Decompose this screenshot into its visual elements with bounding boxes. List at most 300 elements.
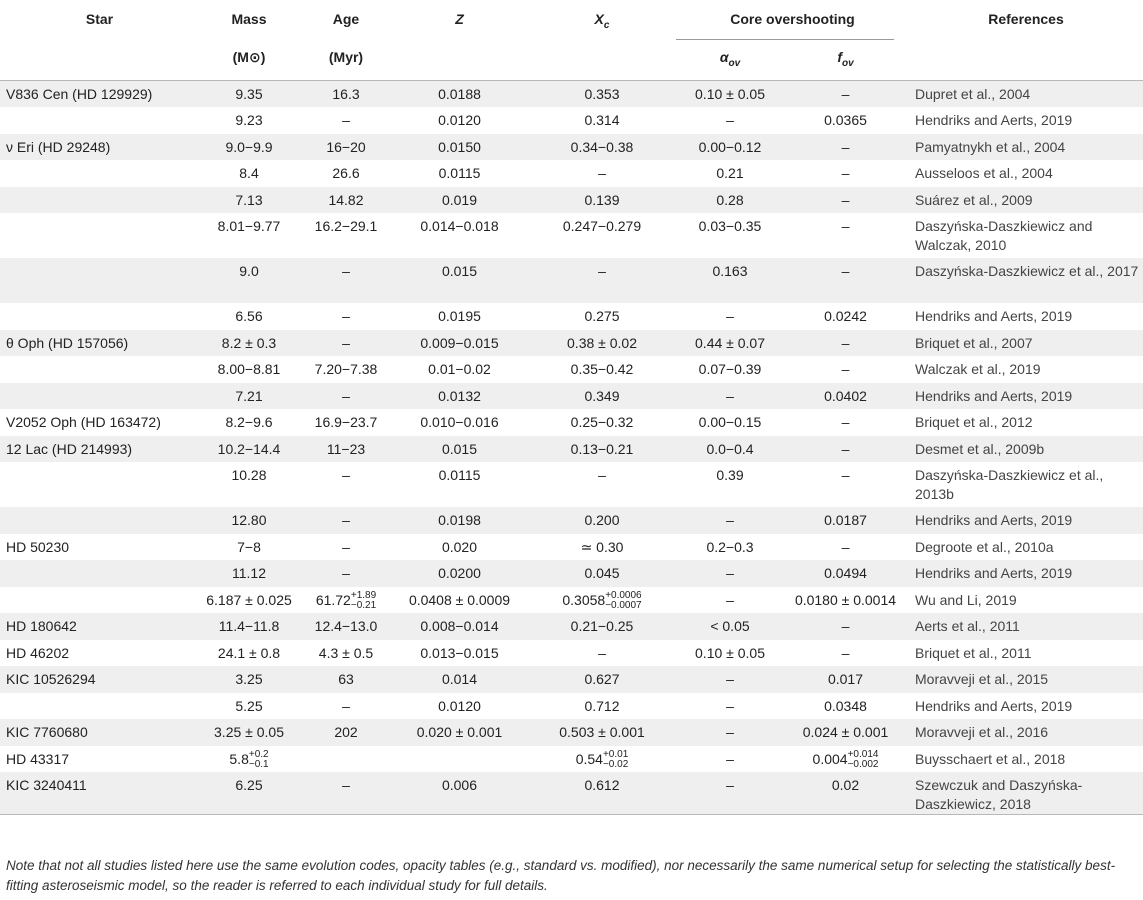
cell-xc xyxy=(526,107,676,134)
cell-alpha-ov-value: 0.28 xyxy=(716,191,744,208)
cell-mass-value: 3.25 xyxy=(235,671,263,687)
cell-mass xyxy=(197,303,299,330)
cell-star-value: HD 50230 xyxy=(6,538,70,555)
cell-xc-value: 0.34−0.38 xyxy=(570,138,634,155)
cell-age xyxy=(299,258,391,303)
table-row xyxy=(0,693,1143,720)
cell-f-ov xyxy=(782,330,907,357)
cell-xc xyxy=(526,409,676,436)
cell-age-value: 11−23 xyxy=(326,440,366,457)
table-row xyxy=(0,613,1143,640)
cell-reference xyxy=(907,383,1143,410)
cell-mass-value: 24.1 ± 0.8 xyxy=(217,644,281,661)
cell-f-ov xyxy=(782,187,907,214)
table-row xyxy=(0,383,1143,410)
cell-reference-value: Hendriks and Aerts, 2019 xyxy=(915,308,1073,324)
cell-xc-value: 0.139 xyxy=(584,191,620,208)
col-header-xc xyxy=(526,0,676,38)
cell-age-value: – xyxy=(342,538,350,555)
cell-age xyxy=(299,772,391,815)
cell-age-lower-error: −0.21 xyxy=(350,599,377,611)
cell-z xyxy=(391,383,526,410)
cell-xc xyxy=(526,746,676,773)
cell-f-ov xyxy=(782,160,907,187)
cell-reference xyxy=(907,187,1143,214)
cell-reference xyxy=(907,134,1143,161)
cell-z-value: 0.015 xyxy=(441,263,478,279)
cell-alpha-ov-value: 0.39 xyxy=(716,467,744,483)
cell-mass-value: 6.56 xyxy=(235,308,263,324)
cell-z xyxy=(391,507,526,534)
cell-xc-value: 0.314 xyxy=(584,112,620,128)
cell-age-upper-error: +1.89 xyxy=(350,589,377,601)
cell-f-ov-value: 0.0348 xyxy=(824,697,867,714)
cell-reference xyxy=(907,330,1143,357)
cell-reference xyxy=(907,587,1143,614)
cell-alpha-ov-value: – xyxy=(726,724,734,740)
cell-f-ov xyxy=(782,383,907,410)
cell-z-value: 0.013−0.015 xyxy=(420,644,499,661)
cell-xc-value: ≃ 0.30 xyxy=(580,538,624,555)
cell-age xyxy=(299,356,391,383)
cell-z xyxy=(391,693,526,720)
cell-alpha-ov-value: 0.00−0.15 xyxy=(698,414,762,430)
cell-star xyxy=(0,356,197,383)
cell-alpha-ov xyxy=(676,534,782,561)
cell-f-ov-upper-error: +0.014 xyxy=(847,748,879,760)
cell-f-ov-value: – xyxy=(841,361,850,377)
cell-f-ov xyxy=(782,436,907,463)
cell-mass-value: 6.187 ± 0.025 xyxy=(206,591,292,608)
cell-alpha-ov xyxy=(676,213,782,258)
cell-z xyxy=(391,330,526,357)
cell-mass-value: 9.23 xyxy=(235,112,263,128)
cell-xc-value: 0.13−0.21 xyxy=(570,440,634,457)
cell-mass xyxy=(197,81,299,108)
header-row-1 xyxy=(0,0,1143,38)
cell-age xyxy=(299,303,391,330)
cell-xc xyxy=(526,258,676,303)
cell-z-value: 0.020 ± 0.001 xyxy=(416,724,503,740)
cell-reference xyxy=(907,719,1143,746)
cell-f-ov-value: – xyxy=(841,263,850,279)
cell-alpha-ov xyxy=(676,666,782,693)
cell-xc-value: – xyxy=(598,165,606,181)
cell-z-value: 0.009−0.015 xyxy=(420,334,499,351)
cell-xc xyxy=(526,772,676,815)
table-body xyxy=(0,81,1143,815)
cell-mass-value: 8.4 xyxy=(239,165,259,181)
table-row xyxy=(0,719,1143,746)
cell-reference xyxy=(907,409,1143,436)
table-row xyxy=(0,534,1143,561)
cell-z xyxy=(391,534,526,561)
cell-xc-value: 0.25−0.32 xyxy=(570,414,634,430)
cell-alpha-ov xyxy=(676,640,782,667)
cell-xc-value: 0.712 xyxy=(584,697,620,714)
cell-z-value: 0.014−0.018 xyxy=(420,218,499,234)
cell-xc xyxy=(526,507,676,534)
core-overshooting-rule xyxy=(676,39,894,40)
cell-f-ov xyxy=(782,81,907,108)
cell-mass xyxy=(197,187,299,214)
cell-xc-value: 0.045 xyxy=(584,565,620,581)
cell-age xyxy=(299,507,391,534)
cell-age xyxy=(299,330,391,357)
cell-age xyxy=(299,719,391,746)
cell-age-value: – xyxy=(342,697,350,714)
cell-mass-value: 12.80 xyxy=(231,512,267,528)
cell-reference xyxy=(907,507,1143,534)
cell-star-value: V836 Cen (HD 129929) xyxy=(6,86,153,102)
cell-mass xyxy=(197,613,299,640)
cell-f-ov-value: 0.02 xyxy=(831,777,860,793)
cell-reference-value: Hendriks and Aerts, 2019 xyxy=(915,697,1073,714)
cell-mass-value: 7−8 xyxy=(237,538,261,555)
cell-alpha-ov-value: 0.163 xyxy=(712,263,748,279)
cell-alpha-ov xyxy=(676,258,782,303)
cell-xc xyxy=(526,134,676,161)
cell-mass xyxy=(197,693,299,720)
cell-reference-value: Aerts et al., 2011 xyxy=(915,618,1020,634)
cell-xc-upper-error: +0.0006 xyxy=(605,589,642,601)
cell-age-value: 26.6 xyxy=(332,165,360,181)
cell-age-value: – xyxy=(342,308,350,324)
cell-mass xyxy=(197,640,299,667)
cell-age-uncertainty xyxy=(351,591,376,611)
cell-alpha-ov xyxy=(676,383,782,410)
cell-alpha-ov-value: – xyxy=(726,671,734,687)
cell-reference-value: Hendriks and Aerts, 2019 xyxy=(915,512,1073,528)
cell-mass-lower-error: −0.1 xyxy=(248,758,269,770)
cell-star xyxy=(0,303,197,330)
cell-f-ov-value: – xyxy=(841,414,850,430)
cell-alpha-ov xyxy=(676,746,782,773)
cell-star xyxy=(0,134,197,161)
cell-z xyxy=(391,356,526,383)
cell-star-value: V2052 Oph (HD 163472) xyxy=(6,414,161,430)
cell-reference xyxy=(907,462,1143,507)
cell-f-ov-value: 0.0180 ± 0.0014 xyxy=(794,591,897,608)
cell-xc-value: – xyxy=(598,467,606,483)
cell-mass-value: 10.2−14.4 xyxy=(217,440,281,457)
cell-f-ov xyxy=(782,534,907,561)
cell-z-value: 0.0150 xyxy=(438,138,481,155)
cell-age-value: – xyxy=(342,334,350,351)
cell-star xyxy=(0,462,197,507)
cell-age xyxy=(299,213,391,258)
table-row xyxy=(0,462,1143,507)
cell-f-ov xyxy=(782,666,907,693)
cell-xc xyxy=(526,303,676,330)
cell-f-ov-value: 0.0402 xyxy=(824,387,867,404)
cell-age-value: – xyxy=(342,263,350,279)
cell-alpha-ov-value: – xyxy=(726,697,734,714)
table-row xyxy=(0,666,1143,693)
cell-xc xyxy=(526,560,676,587)
cell-mass xyxy=(197,107,299,134)
cell-z xyxy=(391,587,526,614)
cell-z-value: 0.0408 ± 0.0009 xyxy=(408,591,511,608)
cell-reference-value: Pamyatnykh et al., 2004 xyxy=(915,138,1066,155)
cell-xc xyxy=(526,383,676,410)
cell-reference xyxy=(907,107,1143,134)
cell-alpha-ov xyxy=(676,462,782,507)
cell-star xyxy=(0,666,197,693)
cell-star xyxy=(0,693,197,720)
z-label: Z xyxy=(455,11,464,27)
cell-z-value: 0.020 xyxy=(441,538,478,555)
cell-f-ov xyxy=(782,258,907,303)
cell-f-ov xyxy=(782,303,907,330)
cell-xc xyxy=(526,693,676,720)
table-row xyxy=(0,187,1143,214)
cell-reference-value: Daszyńska-Daszkiewicz and Walczak, 2010 xyxy=(915,218,1093,253)
cell-xc-value: 0.200 xyxy=(584,512,620,528)
cell-mass-uncertainty xyxy=(249,750,269,770)
cell-reference-value: Szewczuk and Daszyńska-Daszkiewicz, 2018 xyxy=(915,777,1083,812)
cell-age-value: 16.9−23.7 xyxy=(314,414,378,430)
cell-f-ov-value: 0.0187 xyxy=(824,512,867,528)
cell-z xyxy=(391,666,526,693)
cell-star xyxy=(0,187,197,214)
cell-f-ov-value: – xyxy=(841,191,850,208)
cell-mass xyxy=(197,436,299,463)
cell-alpha-ov xyxy=(676,693,782,720)
cell-z xyxy=(391,213,526,258)
cell-reference-value: Desmet et al., 2009b xyxy=(915,440,1045,457)
cell-reference-value: Hendriks and Aerts, 2019 xyxy=(915,387,1073,404)
cell-star xyxy=(0,772,197,815)
cell-reference xyxy=(907,356,1143,383)
cell-reference xyxy=(907,613,1143,640)
cell-xc xyxy=(526,462,676,507)
cell-mass xyxy=(197,409,299,436)
cell-reference xyxy=(907,640,1143,667)
cell-reference xyxy=(907,534,1143,561)
cell-xc-uncertainty xyxy=(603,750,628,770)
cell-alpha-ov xyxy=(676,81,782,108)
cell-xc-value: 0.3058 xyxy=(562,591,606,608)
cell-z xyxy=(391,436,526,463)
cell-xc xyxy=(526,534,676,561)
age-unit: (Myr) xyxy=(328,49,364,65)
cell-mass xyxy=(197,258,299,303)
cell-z xyxy=(391,187,526,214)
table-row xyxy=(0,107,1143,134)
cell-xc-upper-error: +0.01 xyxy=(602,748,629,760)
cell-z-value: 0.014 xyxy=(441,671,478,687)
cell-xc xyxy=(526,719,676,746)
cell-z-value: 0.006 xyxy=(441,777,478,793)
f-ov-label: $f_{ov}$ xyxy=(837,49,854,69)
table-row xyxy=(0,507,1143,534)
table-row xyxy=(0,560,1143,587)
header-row-2 xyxy=(0,38,1143,81)
cell-xc xyxy=(526,436,676,463)
cell-xc xyxy=(526,587,676,614)
cell-alpha-ov-value: 0.00−0.12 xyxy=(698,138,762,155)
cell-xc xyxy=(526,356,676,383)
cell-alpha-ov xyxy=(676,613,782,640)
cell-star-value: KIC 3240411 xyxy=(6,777,87,793)
cell-age xyxy=(299,383,391,410)
cell-star xyxy=(0,81,197,108)
cell-f-ov-value: 0.024 ± 0.001 xyxy=(802,724,889,740)
alpha-ov-label: $\alpha_{ov}$ xyxy=(719,49,741,69)
cell-age xyxy=(299,160,391,187)
cell-xc-value: 0.35−0.42 xyxy=(570,361,634,377)
cell-alpha-ov xyxy=(676,772,782,815)
cell-f-ov-value: – xyxy=(841,86,850,102)
cell-f-ov xyxy=(782,107,907,134)
cell-alpha-ov xyxy=(676,187,782,214)
cell-mass-value: 11.4−11.8 xyxy=(218,618,280,634)
cell-star xyxy=(0,719,197,746)
table-row xyxy=(0,160,1143,187)
cell-z xyxy=(391,560,526,587)
cell-reference-value: Moravveji et al., 2016 xyxy=(915,724,1049,740)
cell-age-value: 61.72 xyxy=(315,591,351,608)
cell-alpha-ov xyxy=(676,330,782,357)
cell-xc-value: 0.275 xyxy=(584,308,620,324)
cell-alpha-ov xyxy=(676,134,782,161)
cell-star xyxy=(0,107,197,134)
cell-alpha-ov-value: 0.10 ± 0.05 xyxy=(695,644,765,661)
cell-age-value: 4.3 ± 0.5 xyxy=(318,644,374,661)
cell-reference-value: Daszyńska-Daszkiewicz et al., 2013b xyxy=(915,467,1104,502)
cell-reference-value: Briquet et al., 2012 xyxy=(915,414,1033,430)
cell-reference xyxy=(907,81,1143,108)
cell-f-ov-value: 0.004 xyxy=(812,750,848,767)
cell-mass xyxy=(197,462,299,507)
cell-alpha-ov xyxy=(676,303,782,330)
xc-label: $X_c$ xyxy=(594,11,610,31)
cell-z-value: 0.015 xyxy=(441,440,478,457)
cell-f-ov xyxy=(782,409,907,436)
cell-z-value: 0.0115 xyxy=(438,165,481,181)
cell-reference-value: Suárez et al., 2009 xyxy=(915,191,1033,208)
cell-alpha-ov-value: – xyxy=(726,308,734,324)
cell-xc xyxy=(526,213,676,258)
cell-alpha-ov xyxy=(676,507,782,534)
cell-age-value: 202 xyxy=(334,724,358,740)
cell-alpha-ov-value: 0.10 ± 0.05 xyxy=(695,86,765,102)
cell-xc-value: 0.247−0.279 xyxy=(562,218,642,234)
cell-f-ov xyxy=(782,693,907,720)
cell-xc-value: 0.612 xyxy=(584,777,620,793)
cell-z xyxy=(391,409,526,436)
cell-star-value: KIC 10526294 xyxy=(6,671,96,687)
cell-f-ov xyxy=(782,560,907,587)
cell-age xyxy=(299,746,391,773)
cell-alpha-ov xyxy=(676,436,782,463)
cell-f-ov xyxy=(782,213,907,258)
cell-f-ov xyxy=(782,587,907,614)
cell-xc xyxy=(526,160,676,187)
cell-mass xyxy=(197,160,299,187)
cell-z xyxy=(391,81,526,108)
cell-mass-value: 8.00−8.81 xyxy=(217,361,281,377)
cell-age xyxy=(299,534,391,561)
cell-z xyxy=(391,462,526,507)
cell-z-value: 0.010−0.016 xyxy=(420,414,499,430)
cell-z-value: 0.019 xyxy=(441,191,478,208)
cell-reference-value: Degroote et al., 2010a xyxy=(915,538,1054,555)
col-header-alpha-ov xyxy=(676,38,782,81)
cell-reference-value: Ausseloos et al., 2004 xyxy=(915,165,1053,181)
cell-mass xyxy=(197,746,299,773)
cell-f-ov xyxy=(782,462,907,507)
cell-xc-value: – xyxy=(598,263,606,279)
cell-star-value: HD 43317 xyxy=(6,750,70,767)
cell-xc-lower-error: −0.02 xyxy=(602,758,629,770)
cell-alpha-ov-value: 0.21 xyxy=(716,165,744,181)
cell-alpha-ov xyxy=(676,160,782,187)
cell-xc-value: 0.503 ± 0.001 xyxy=(559,724,645,740)
cell-z xyxy=(391,258,526,303)
cell-age xyxy=(299,436,391,463)
cell-reference-value: Briquet et al., 2011 xyxy=(915,644,1032,661)
cell-reference-value: Briquet et al., 2007 xyxy=(915,334,1033,351)
cell-star xyxy=(0,613,197,640)
cell-mass-value: 7.21 xyxy=(235,387,263,404)
table-row xyxy=(0,409,1143,436)
cell-alpha-ov xyxy=(676,560,782,587)
col-header-mass: Mass xyxy=(231,11,267,27)
cell-reference-value: Dupret et al., 2004 xyxy=(915,86,1031,102)
table-row xyxy=(0,772,1143,815)
table-row xyxy=(0,213,1143,258)
cell-mass xyxy=(197,134,299,161)
table-row xyxy=(0,640,1143,667)
cell-age-value: 7.20−7.38 xyxy=(314,361,378,377)
cell-f-ov xyxy=(782,507,907,534)
cell-age-value: – xyxy=(342,467,350,483)
cell-xc xyxy=(526,613,676,640)
cell-alpha-ov-value: 0.0−0.4 xyxy=(706,440,754,457)
cell-xc-value: 0.38 ± 0.02 xyxy=(567,334,637,351)
cell-star xyxy=(0,507,197,534)
cell-alpha-ov-value: – xyxy=(726,750,734,767)
cell-mass-value: 9.0 xyxy=(239,263,259,279)
cell-f-ov-value: – xyxy=(841,334,850,351)
cell-reference-value: Moravveji et al., 2015 xyxy=(915,671,1049,687)
cell-xc-value: 0.349 xyxy=(584,387,620,404)
cell-mass xyxy=(197,534,299,561)
cell-star xyxy=(0,746,197,773)
col-header-references: References xyxy=(988,11,1064,27)
cell-mass xyxy=(197,330,299,357)
col-header-core-overshooting: Core overshooting xyxy=(730,11,855,27)
cell-age-value: 63 xyxy=(338,671,354,687)
cell-age-value: – xyxy=(342,565,350,581)
cell-xc xyxy=(526,666,676,693)
cell-reference-value: Daszyńska-Daszkiewicz et al., 2017 xyxy=(915,263,1139,279)
cell-mass-value: 10.28 xyxy=(231,467,267,483)
table-row xyxy=(0,134,1143,161)
cell-star xyxy=(0,409,197,436)
cell-f-ov-value: – xyxy=(841,440,850,457)
cell-star xyxy=(0,436,197,463)
cell-xc-uncertainty xyxy=(605,591,641,611)
cell-alpha-ov-value: – xyxy=(726,512,734,528)
cell-xc-lower-error: −0.0007 xyxy=(605,599,642,611)
cell-f-ov-value: 0.0242 xyxy=(824,308,867,324)
cell-mass-value: 9.35 xyxy=(235,86,263,102)
cell-f-ov-lower-error: −0.002 xyxy=(847,758,879,770)
cell-reference-value: Buysschaert et al., 2018 xyxy=(915,750,1066,767)
